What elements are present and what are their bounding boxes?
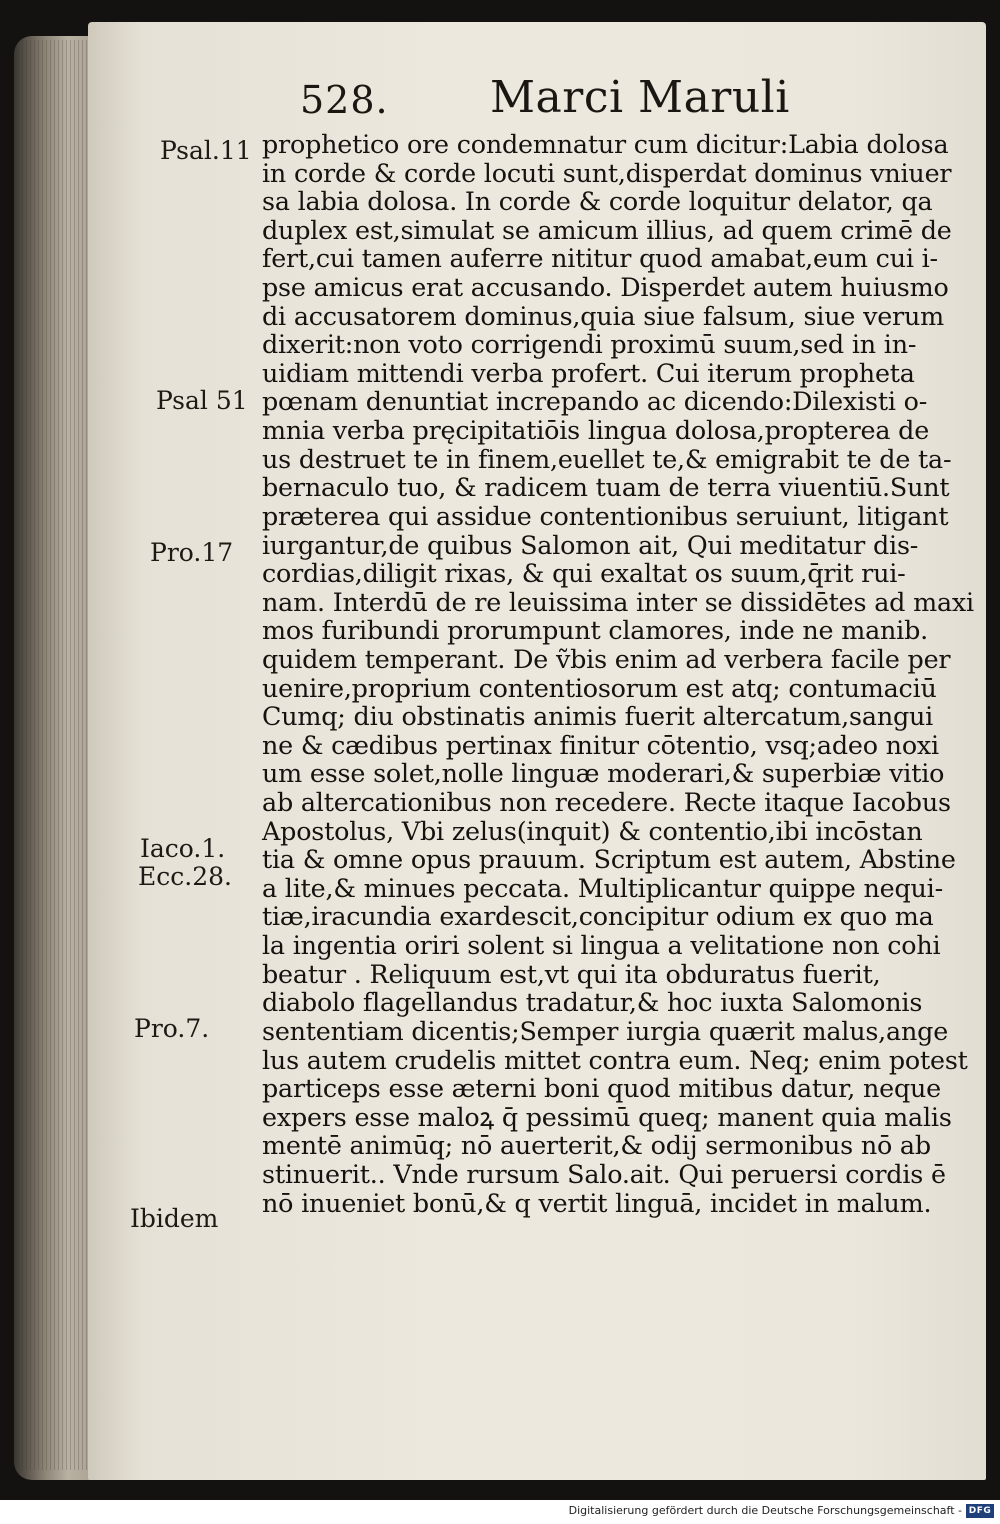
text-line: uidiam mittendi verba profert. Cui iterum propheta <box>262 357 915 388</box>
footer-bar <box>0 1500 1000 1524</box>
text-line: um esse solet,nolle linguæ moderari,& superbiæ vitio <box>262 758 945 789</box>
text-line: præterea qui assidue contentionibus seruiunt, litigant <box>262 500 949 531</box>
text-line: tiæ,iracundia exardescit,concipitur odium ex quo ma <box>262 901 934 932</box>
text-line: fert,cui tamen auferre nititur quod amabat,eum cui i- <box>262 243 938 274</box>
text-line: in corde & corde locuti sunt,disperdat dominus vniuer <box>262 157 952 188</box>
text-line: di accusatorem dominus,quia siue falsum, siue verum <box>262 300 945 331</box>
margin-note: Pro.17 <box>150 538 234 567</box>
text-line: mos furibundi prorumpunt clamores, inde ne manib. <box>262 615 929 646</box>
text-line: sententiam dicentis;Semper iurgia quærit malus,ange <box>262 1015 949 1046</box>
text-line: pœnam denuntiat increpando ac dicendo:Dilexisti o- <box>262 386 928 417</box>
text-line: prophetico ore condemnatur cum dicitur:Labia dolosa <box>262 129 949 159</box>
text-line: diabolo flagellandus tradatur,& hoc iuxta Salomonis <box>262 987 923 1018</box>
text-line: cordias,diligit rixas, & qui exaltat os suum,q̄rit rui- <box>262 558 906 589</box>
text-line: duplex est,simulat se amicum illius, ad quem crimē de <box>262 214 952 245</box>
text-line: sa labia dolosa. In corde & corde loquitur delator, qa <box>262 186 933 217</box>
text-line: nō inueniet bonū,& q vertit linguā, incidet in malum. <box>262 1187 932 1218</box>
text-line: bernaculo tuo, & radicem tuam de terra viuentiū.Sunt <box>262 472 950 503</box>
funding-credit: Digitalisierung gefördert durch die Deutsche Forschungsgemeinschaft - <box>568 1504 962 1517</box>
text-line: expers esse maloꝝ q̄ pessimū queq; manent quia malis <box>262 1101 952 1132</box>
text-line: nam. Interdū de re leuissima inter se dissidētes ad maxi <box>262 586 974 617</box>
margin-note: Ibidem <box>130 1204 219 1233</box>
margin-note: Iaco.1. <box>140 834 226 863</box>
text-line: mentē animūq; nō auerterit,& odij sermonibus nō ab <box>262 1130 931 1161</box>
text-line: us destruet te in finem,euellet te,& emigrabit te de ta- <box>262 443 952 474</box>
margin-note: Pro.7. <box>134 1014 210 1043</box>
text-line: ne & cædibus pertinax finitur cōtentio, vsq;adeo noxi <box>262 729 939 760</box>
text-line: Cumq; diu obstinatis animis fuerit altercatum,sangui <box>262 701 934 732</box>
text-line: quidem temperant. De ṽbis enim ad verbera facile per <box>262 643 951 674</box>
text-line: a lite,& minues peccata. Multiplicantur quippe nequi- <box>262 872 943 903</box>
text-line: uenire,proprium contentiosorum est atq; contumaciū <box>262 672 937 703</box>
text-line: dixerit:non voto corrigendi proximū suum,sed in in- <box>262 329 917 360</box>
running-head <box>300 72 790 132</box>
page-stack-lines <box>22 40 92 1470</box>
margin-note: Ecc.28. <box>138 862 232 891</box>
text-line: lus autem crudelis mittet contra eum. Neq; enim potest <box>262 1044 968 1075</box>
margin-note: Psal 51 <box>156 386 248 415</box>
text-line: tia & omne opus prauum. Scriptum est autem, Abstine <box>262 844 956 875</box>
text-line: pse amicus erat accusando. Disperdet autem huiusmo <box>262 272 949 303</box>
body-text <box>262 129 974 1218</box>
text-line: beatur . Reliquum est,vt qui ita obduratus fuerit, <box>262 958 881 989</box>
dfg-logo-icon: DFG <box>966 1504 994 1518</box>
text-line: stinuerit.. Vnde rursum Salo.ait. Qui peruersi cordis ē <box>262 1158 946 1189</box>
text-line: iurgantur,de quibus Salomon ait, Qui meditatur dis- <box>262 529 919 560</box>
margin-note: Psal.11 <box>160 136 252 165</box>
running-title: Marci Maruli <box>490 72 790 123</box>
text-line: mnia verba pręcipitatiōis lingua dolosa,propterea de <box>262 415 930 446</box>
page-number: 528. <box>300 78 389 122</box>
text-line: ab altercationibus non recedere. Recte itaque Iacobus <box>262 787 951 818</box>
text-line: Apostolus, Vbi zelus(inquit) & contentio,ibi incōstan <box>262 815 923 846</box>
text-line: la ingentia oriri solent si lingua a velitatione non cohi <box>262 930 941 961</box>
text-line: particeps esse æterni boni quod mitibus datur, neque <box>262 1073 941 1104</box>
